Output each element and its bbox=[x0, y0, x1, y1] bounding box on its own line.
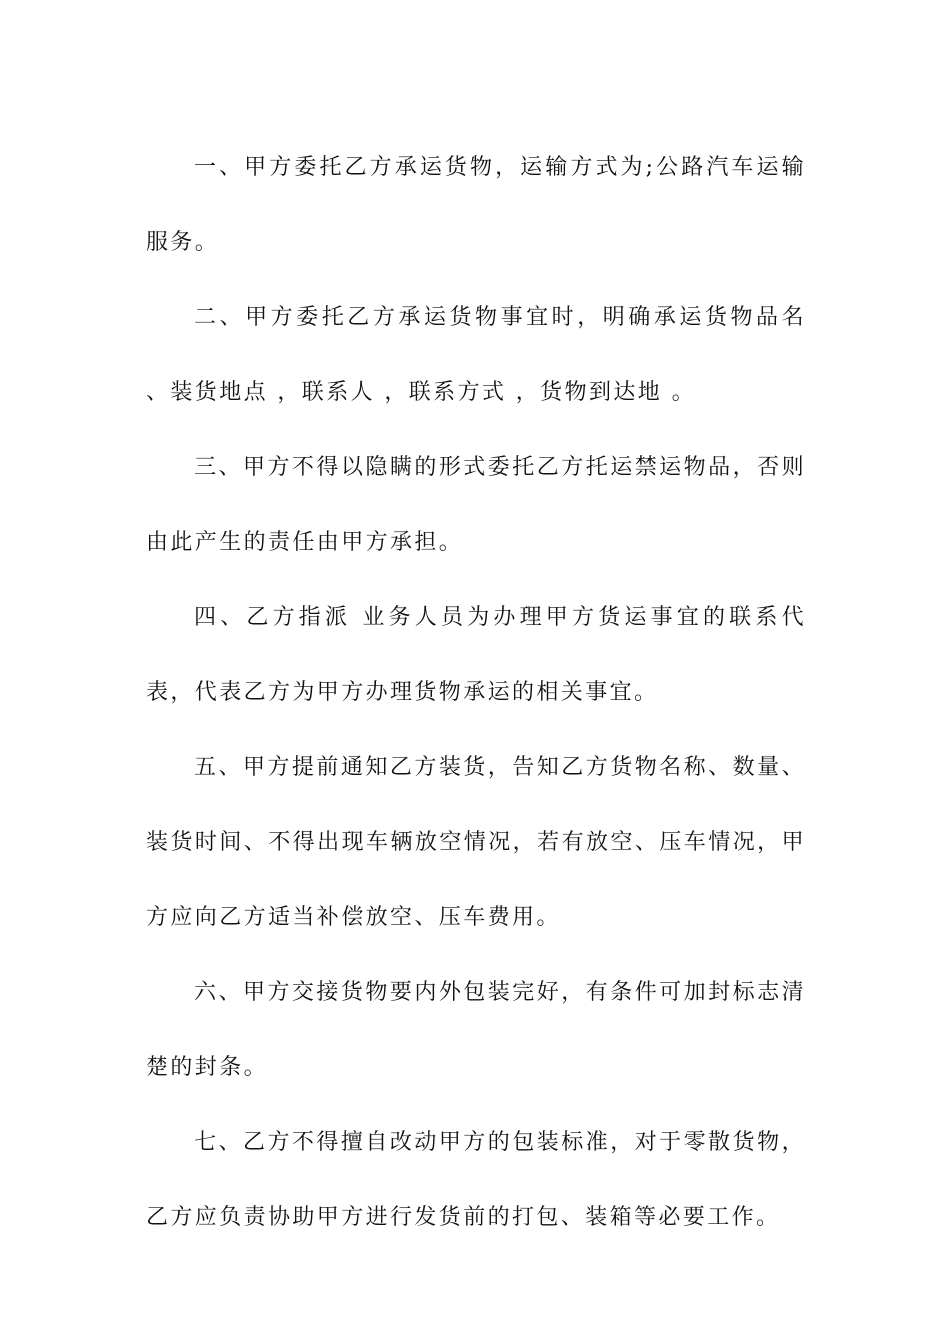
clause-7: 七、乙方不得擅自改动甲方的包装标准，对于零散货物，乙方应负责协助甲方进行发货前的打包、装箱等必要工作。 bbox=[146, 1130, 806, 1230]
clause-2: 二、甲方委托乙方承运货物事宜时，明确承运货物品名 、装货地点 ，联系人 ，联系方式 ，货物到达地 。 bbox=[146, 305, 816, 405]
clause-4: 四、乙方指派 业务人员为办理甲方货运事宜的联系代表，代表乙方为甲方办理货物承运的相关事宜。 bbox=[146, 605, 806, 705]
clause-5: 五、甲方提前通知乙方装货，告知乙方货物名称、数量、装货时间、不得出现车辆放空情况，若有放空、压车情况，甲方应向乙方适当补偿放空、压车费用。 bbox=[146, 755, 806, 930]
clause-1: 一、甲方委托乙方承运货物，运输方式为;公路汽车运输服务。 bbox=[146, 155, 806, 255]
clause-3: 三、甲方不得以隐瞒的形式委托乙方托运禁运物品，否则由此产生的责任由甲方承担。 bbox=[146, 455, 806, 555]
clause-6: 六、甲方交接货物要内外包装完好，有条件可加封标志清楚的封条。 bbox=[146, 980, 806, 1080]
document-body bbox=[146, 130, 816, 1255]
